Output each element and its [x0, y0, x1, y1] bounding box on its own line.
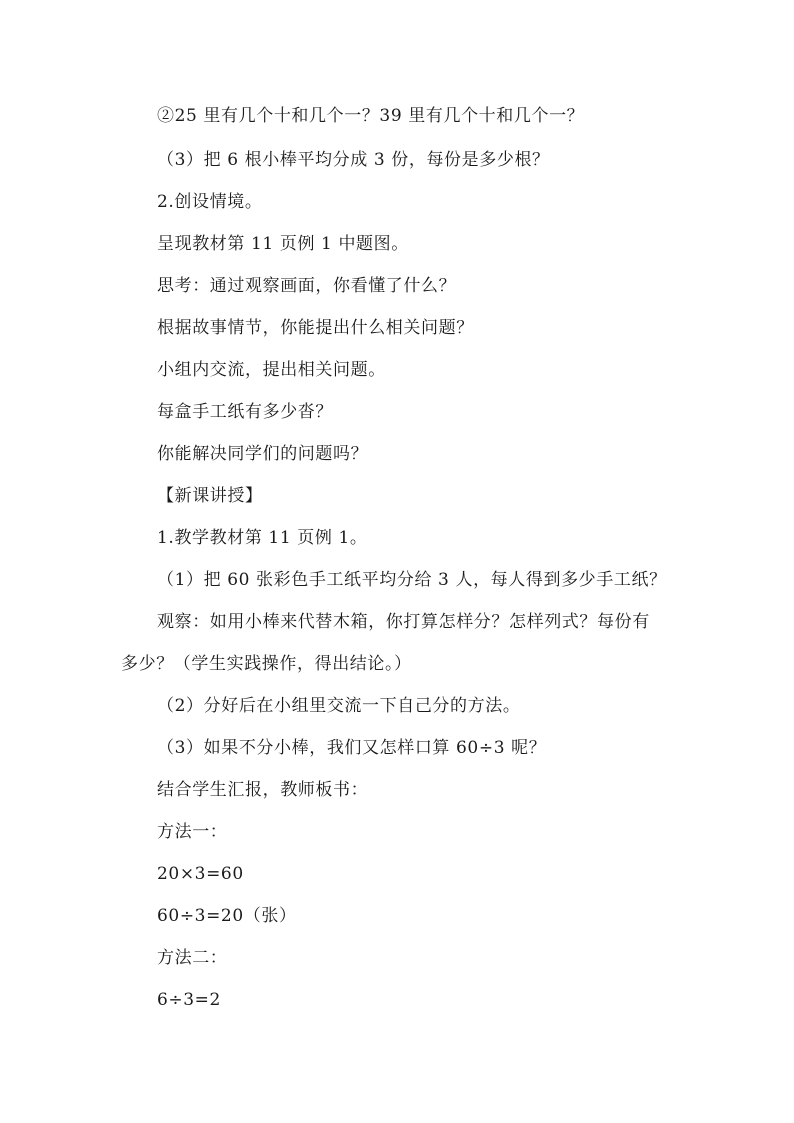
paragraph-group-discussion: 小组内交流，提出相关问题。 — [157, 360, 386, 380]
paragraph-can-you-solve: 你能解决同学们的问题吗？ — [157, 444, 369, 464]
paragraph-question-paper: 每盒手工纸有多少沓？ — [157, 402, 333, 422]
paragraph-step-2: （2）分好后在小组里交流一下自己分的方法。 — [157, 696, 521, 716]
section-teach-example: 1.教学教材第 11 页例 1。 — [157, 528, 368, 548]
paragraph-present-figure: 呈现教材第 11 页例 1 中题图。 — [157, 234, 409, 254]
equation-multiply: 20×3=60 — [157, 864, 244, 884]
section-heading-new-lesson: 【新课讲授】 — [157, 486, 263, 506]
paragraph-step-3: （3）如果不分小棒，我们又怎样口算 60÷3 呢？ — [157, 738, 547, 758]
paragraph-raise-question: 根据故事情节，你能提出什么相关问题？ — [157, 318, 474, 338]
equation-six-div-three: 6÷3=2 — [157, 990, 221, 1010]
equation-divide-result: 60÷3=20（张） — [157, 906, 297, 926]
review-question-sticks: （3）把 6 根小棒平均分成 3 份，每份是多少根？ — [157, 150, 550, 170]
section-create-scenario: 2.创设情境。 — [157, 192, 263, 212]
paragraph-step-1: （1）把 60 张彩色手工纸平均分给 3 人，每人得到多少手工纸？ — [157, 570, 667, 590]
method-two-label: 方法二： — [157, 948, 228, 968]
method-one-label: 方法一： — [157, 822, 228, 842]
review-question-tens-ones: ②25 里有几个十和几个一？39 里有几个十和几个一？ — [157, 106, 585, 126]
paragraph-observe: 观察：如用小棒来代替木箱，你打算怎样分？怎样列式？每份有 — [157, 612, 650, 632]
paragraph-observe-continued: 多少？（学生实践操作，得出结论。） — [121, 654, 412, 674]
paragraph-blackboard: 结合学生汇报，教师板书： — [157, 780, 369, 800]
paragraph-think: 思考：通过观察画面，你看懂了什么？ — [157, 276, 457, 296]
